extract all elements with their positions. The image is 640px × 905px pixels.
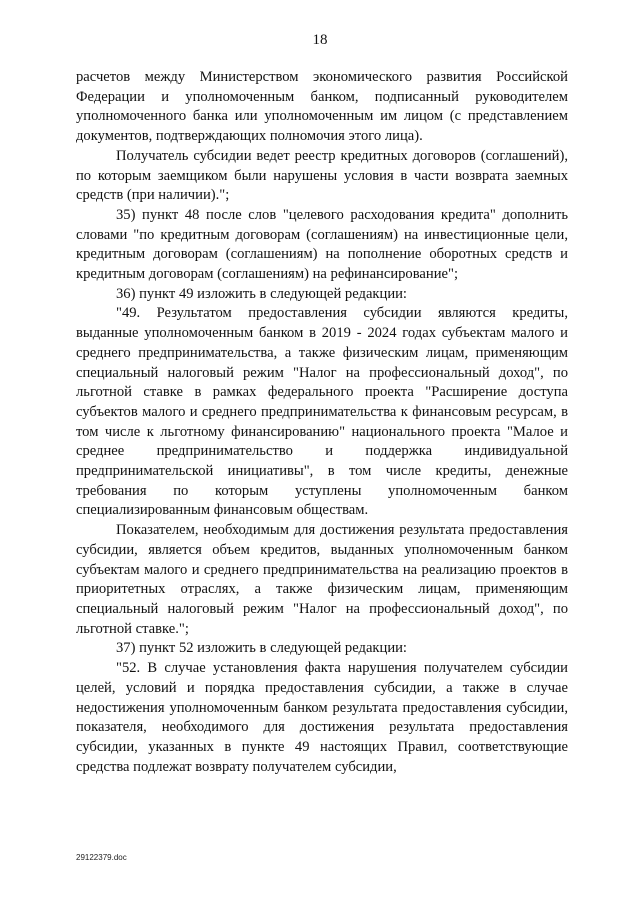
document-body [76,68,568,777]
page-number: 18 [312,32,328,48]
paragraph: 35) пункт 48 после слов "целевого расходования кредита" дополнить словами "по кредитным договорам (соглашениям) на инвестиционные цели, кредитным договорам (соглашениям) на пополнение оборотных средств и кредитным договорам (соглашениям) на рефинансирование"; [76,206,568,283]
paragraph: Получатель субсидии ведет реестр кредитных договоров (соглашений), по которым заемщиком были нарушены условия в части возврата заемных средств (при наличии)."; [76,147,568,204]
paragraph: расчетов между Министерством экономического развития Российской Федерации и уполномоченным банком, подписанный руководителем уполномоченного банка или уполномоченным им лицом (с представлением документов, подтверждающих полномочия этого лица). [76,69,568,145]
paragraph: "52. В случае установления факта нарушения получателем субсидии целей, условий и порядка предоставления субсидии, а также в случае недостижения уполномоченным банком результата предоставления субсидии, показателя, необходимого для достижения результата предоставления субсидии, указанных в пункте 49 настоящих Правил, соответствующие средства подлежат возврату получателем субсидии, [76,660,568,775]
paragraph: Показателем, необходимым для достижения результата предоставления субсидии, является объем кредитов, выданных уполномоченным банком субъектам малого и среднего предпринимательства на реализацию проектов в приоритетных отраслях, а также физическим лицам, применяющим специальный налоговый режим "Налог на профессиональный доход", по льготной ставке."; [76,522,568,637]
paragraph: 37) пункт 52 изложить в следующей редакции: [116,640,407,657]
paragraph: "49. Результатом предоставления субсидии являются кредиты, выданные уполномоченным банком в 2019 - 2024 годах субъектам малого и среднего предпринимательства, а также физическим лицам, применяющим специальный налоговый режим "Налог на профессиональный доход", по льготной ставке в рамках федерального проекта "Расширение доступа субъектов малого и среднего предпринимательства к финансовым ресурсам, в том числе к льготному финансированию" национального проекта "Малое и среднее предпринимательство и поддержка индивидуальной предпринимательской инициативы", в том числе кредиты, денежные требования по которым уступлены уполномоченным банком специализированным финансовым обществам. [76,305,568,519]
document-file-code: 29122379.doc [76,853,127,862]
paragraph: 36) пункт 49 изложить в следующей редакции: [116,285,407,302]
